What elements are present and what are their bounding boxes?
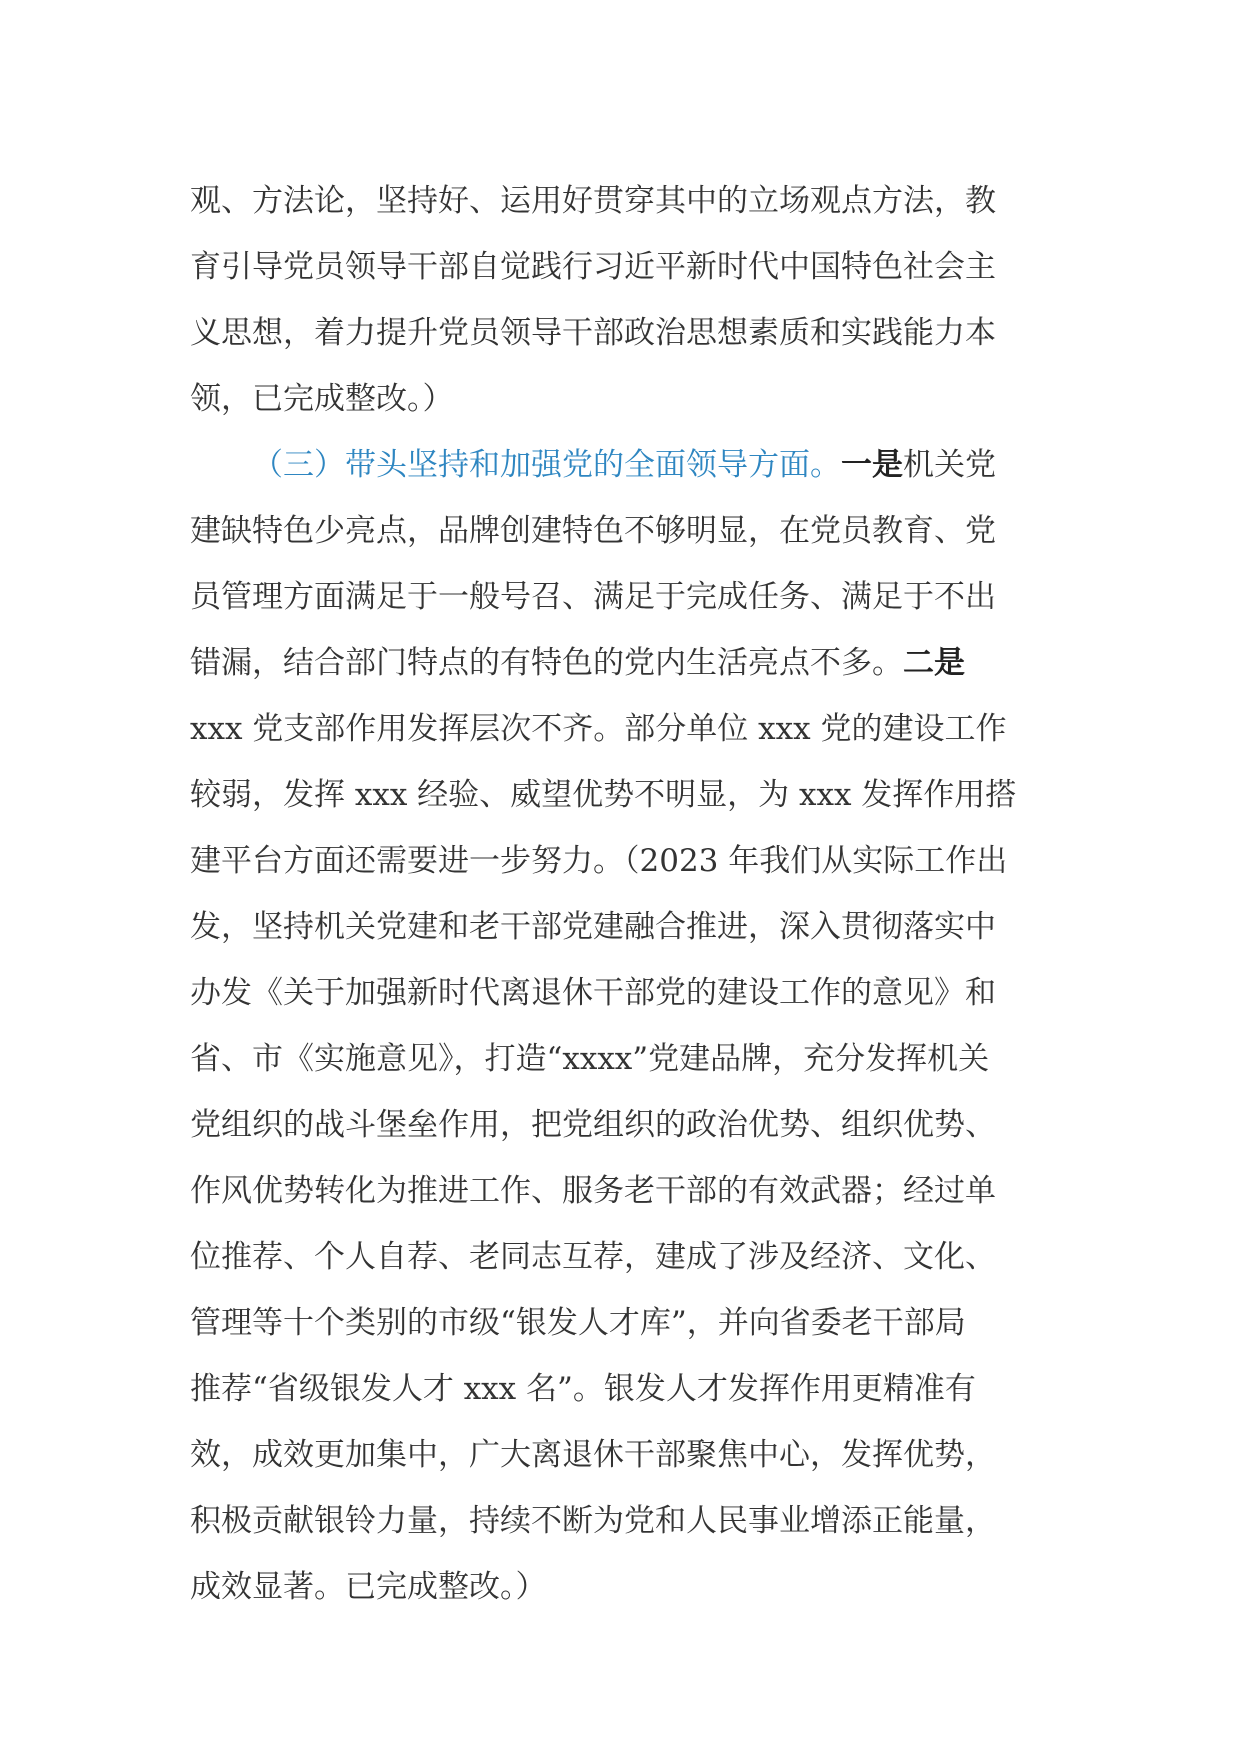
paragraph1-line-4: 领，已完成整改。） — [190, 381, 454, 417]
paragraph2-line-8: 发，坚持机关党建和老干部党建融合推进，深入贯彻落实中 — [190, 909, 996, 945]
paragraph2-line-14: 管理等十个类别的市级“银发人才库”，并向省委老干部局 — [190, 1305, 966, 1341]
document-body — [190, 168, 1060, 1620]
paragraph2-line-5: xxx 党支部作用发挥层次不齐。部分单位 xxx 党的建设工作 — [190, 711, 1007, 747]
paragraph2-line-17: 积极贡献银铃力量，持续不断为党和人民事业增添正能量， — [190, 1503, 996, 1539]
paragraph2-line-7: 建平台方面还需要进一步努力。（2023 年我们从实际工作出 — [190, 843, 1008, 879]
section-heading: （三）带头坚持和加强党的全面领导方面。 — [252, 447, 841, 483]
paragraph2-line-15: 推荐“省级银发人才 xxx 名”。银发人才发挥作用更精准有 — [190, 1371, 976, 1407]
paragraph2-line-1-tail: 机关党 — [903, 447, 996, 483]
paragraph2-line-2: 建缺特色少亮点，品牌创建特色不够明显，在党员教育、党 — [190, 513, 996, 549]
paragraph2-line-13: 位推荐、个人自荐、老同志互荐，建成了涉及经济、文化、 — [190, 1239, 996, 1275]
paragraph2-line-12: 作风优势转化为推进工作、服务老干部的有效武器；经过单 — [190, 1173, 996, 1209]
paragraph1-line-1: 观、方法论，坚持好、运用好贯穿其中的立场观点方法，教 — [190, 183, 996, 219]
paragraph1-line-3: 义思想，着力提升党员领导干部政治思想素质和实践能力本 — [190, 315, 996, 351]
paragraph2-line-1 — [190, 432, 1060, 498]
paragraph2-line-16: 效，成效更加集中，广大离退休干部聚焦中心，发挥优势， — [190, 1437, 996, 1473]
paragraph1-line-2: 育引导党员领导干部自觉践行习近平新时代中国特色社会主 — [190, 249, 996, 285]
paragraph2-line-18: 成效显著。已完成整改。） — [190, 1569, 547, 1605]
paragraph2-line-10: 省、市《实施意见》，打造“xxxx”党建品牌，充分发挥机关 — [190, 1041, 990, 1077]
paragraph2-line-4-head: 错漏，结合部门特点的有特色的党内生活亮点不多。 — [190, 645, 903, 681]
paragraph2-line-9: 办发《关于加强新时代离退休干部党的建设工作的意见》和 — [190, 975, 996, 1011]
paragraph2-line-11: 党组织的战斗堡垒作用，把党组织的政治优势、组织优势、 — [190, 1107, 996, 1143]
marker-ershi: 二是 — [903, 645, 965, 681]
paragraph2-line-6: 较弱，发挥 xxx 经验、威望优势不明显，为 xxx 发挥作用搭 — [190, 777, 1017, 813]
marker-yishi: 一是 — [841, 447, 903, 483]
paragraph2-line-4 — [190, 630, 1060, 696]
paragraph2-line-3: 员管理方面满足于一般号召、满足于完成任务、满足于不出 — [190, 579, 996, 615]
